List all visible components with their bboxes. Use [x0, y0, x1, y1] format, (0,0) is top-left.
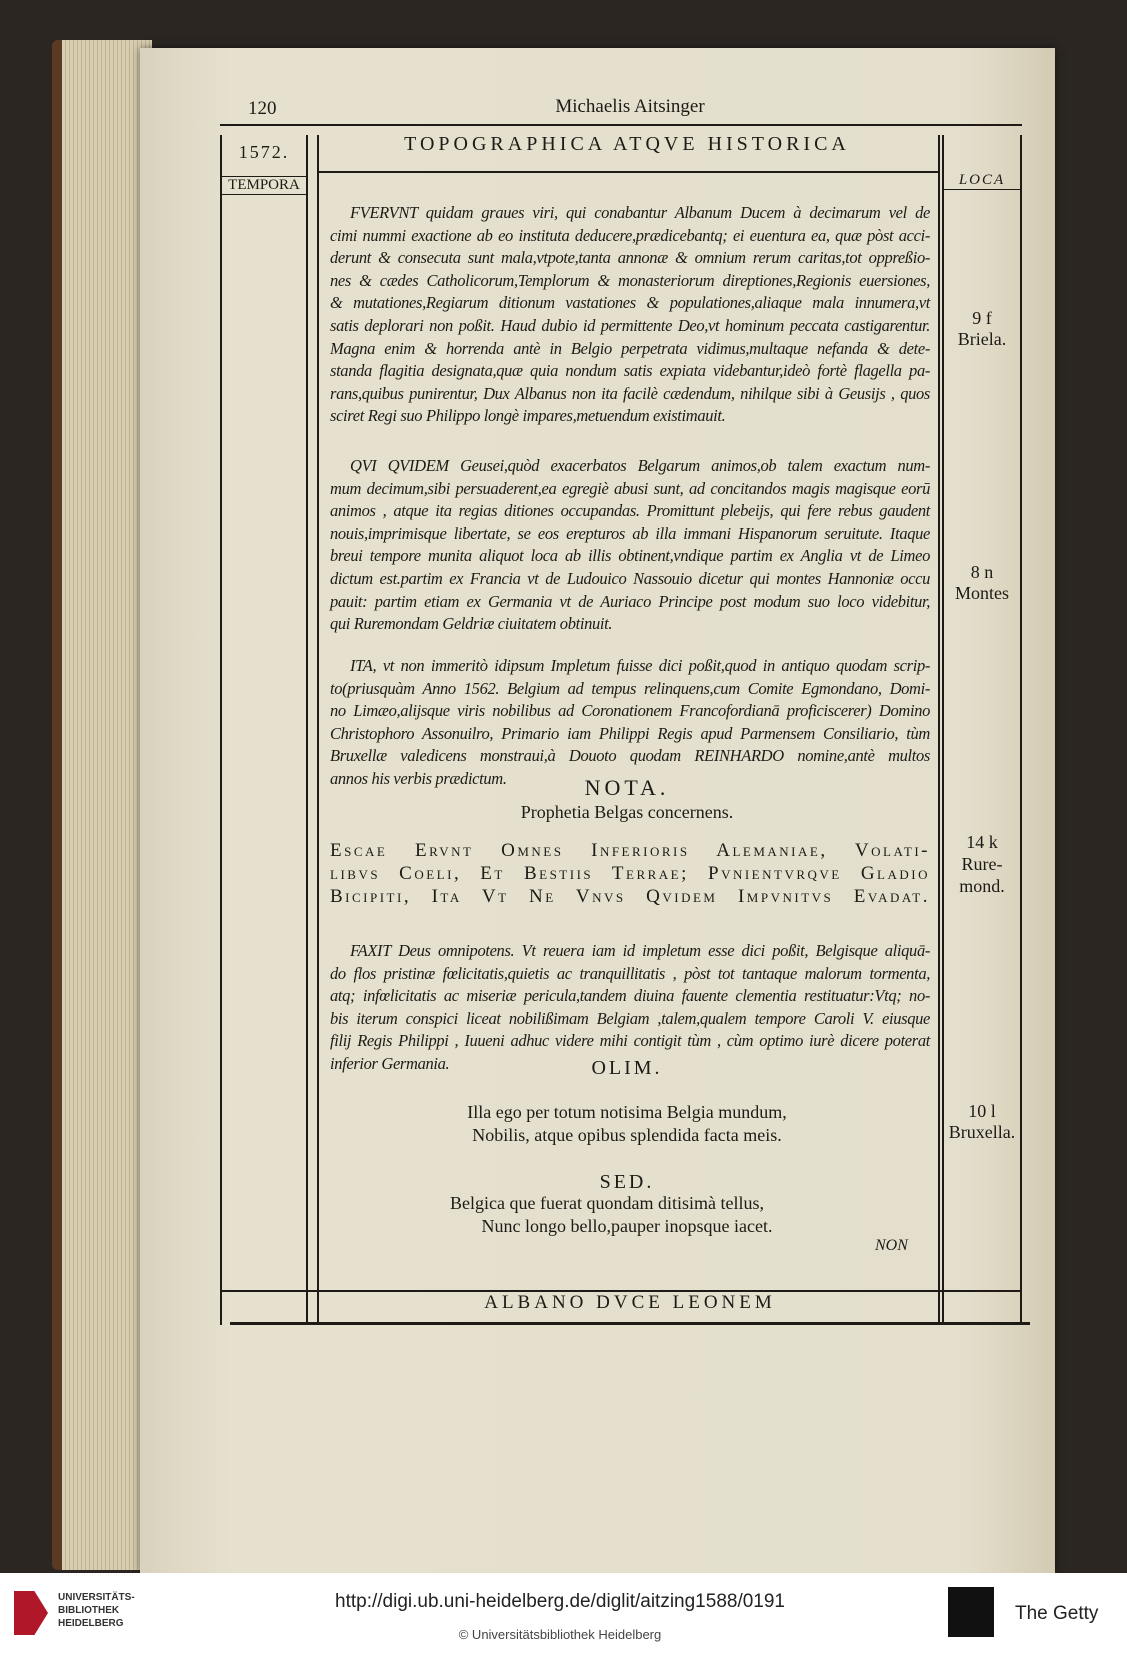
- verse-line: Belgica que fuerat quondam ditisimà tellus,: [450, 1193, 764, 1213]
- olim-heading: OLIM.: [591, 1057, 663, 1079]
- text-line: qui Ruremondam Geldriæ ciuitatem obtinuit.: [330, 614, 613, 634]
- text-line: mum decimum,sibi persuaderent,ea egregiè abusi sunt, ad concitandos magis magisque eorū: [330, 478, 930, 498]
- text-line: atq; infœlicitatis ac miseriæ pericula,tandem diuina fauente clementia restituatur:Vtq; no-: [330, 986, 930, 1006]
- verse-line: Nobilis, atque opibus splendida facta meis.: [472, 1125, 782, 1145]
- getty-logo: The Getty: [1015, 1603, 1099, 1624]
- catchword: NON: [875, 1237, 908, 1254]
- text-line: Bruxellæ valedicens monstraui,à Douoto quodam REINHARDO nomine,antè multos: [330, 746, 930, 766]
- text-line: ITA, vt non immeritò idipsum Impletum fuisse dici poßit,quod in antiquo quodam scrip-: [350, 656, 930, 675]
- text-line: pauit: partim etiam ex Germania vt de Auriaco Principe post modum suo loco videbitur,: [330, 591, 930, 611]
- text-line: cimi nummi exactione ab eo instituta deducere,prædicebantq; ei euentura ea, quæ pòst acci-: [330, 225, 930, 245]
- copyright: © Universitätsbibliothek Heidelberg: [458, 1627, 662, 1642]
- text-line: sciret Regi suo Philippo longè impares,metuendum existimauit.: [330, 406, 726, 426]
- nota-subtitle: Prophetia Belgas concernens.: [520, 802, 734, 822]
- nota-heading: NOTA.: [584, 775, 670, 800]
- library-logo: UNIVERSITÄTS- BIBLIOTHEK HEIDELBERG: [58, 1592, 135, 1629]
- margin-note: 8 n Montes: [955, 562, 1009, 603]
- page-number: 120: [248, 98, 277, 119]
- permalink[interactable]: http://digi.ub.uni-heidelberg.de/diglit/aitzing1588/0191: [335, 1591, 785, 1612]
- book-page-edges: [52, 40, 152, 1570]
- text-line: inferior Germania.: [330, 1054, 450, 1073]
- sed-heading: SED.: [599, 1171, 655, 1193]
- text-line: FAXIT Deus omnipotens. Vt reuera iam id impletum esse dici poßit, Belgisque aliquā-: [350, 941, 930, 960]
- prophecy-line: Escae Ervnt Omnes Inferioris Alemaniae, Volati-: [330, 840, 930, 861]
- verse-line: Nunc longo bello,pauper inopsque iacet.: [481, 1216, 773, 1236]
- text-line: annos his verbis prædictum.: [330, 769, 507, 788]
- text-line: nouis,imprimisque libertate, se eos erepturos ab illa immani Hispanorum seruitute. Itaque: [330, 523, 930, 543]
- loca-label: LOCA: [944, 172, 1020, 190]
- frame-left: [220, 135, 222, 1325]
- margin-note: 10 l Bruxella.: [948, 1101, 1016, 1142]
- text-line: breui tempore munita aliquot loca ab illis obtinent,vndique partim ex Anglia vt de Limeo: [330, 546, 930, 566]
- text-line: standa flagitia designata,quæ quia nondum satis expiata videbantur,ideò fortè flagella pa-: [330, 361, 930, 381]
- prophecy-line: Bicipiti, Ita Vt Ne Vnvs Qvidem Impvnitvs Evadat.: [330, 886, 930, 907]
- prophecy-line: libvs Coeli, Et Bestiis Terrae; Pvnientvrqve Gladio: [330, 863, 930, 884]
- text-line: do flos pristinæ fœlicitatis,quietis ac tranquillitatis , pòst tot tantaque malorum tormenta,: [330, 963, 930, 983]
- section-title: TOPOGRAPHICA ATQVE HISTORICA: [404, 133, 850, 155]
- text-line: QVI QVIDEM Geusei,quòd exacerbatos Belgarum animos,ob talem exactum num-: [350, 456, 930, 475]
- margin-note: 14 k Rure- mond.: [959, 832, 1005, 896]
- bottom-line: ALBANO DVCE LEONEM: [484, 1292, 776, 1313]
- year: 1572.: [238, 142, 290, 162]
- text-line: no Limæo,alijsque viris nobilibus ad Coronationem Francofordianā proficiscerer) Domino: [330, 701, 930, 721]
- text-line: animos , atque ita regias ditiones occupandas. Promittunt plebeijs, qui fere rebus gaudent: [330, 501, 930, 521]
- site-footer: [0, 1573, 1127, 1656]
- text-line: filij Regis Philippi , Iuueni adhuc videre mihi contigit tùm , cùm optimo iurè dicere poterat: [330, 1031, 930, 1051]
- text-line: FVERVNT quidam graues viri, qui conabantur Albanum Ducem à decimarum vel de: [350, 203, 930, 222]
- text-line: Christophoro Assonuilro, Primario iam Philippi Regis apud Parmensem Consiliario, tùm: [330, 723, 930, 743]
- text-line: & mutationes,Regiarum ditionum vastationes & populationes,aliaque mala innumera,vt: [330, 293, 930, 313]
- text-line: rans,quibus punirentur, Dux Albanus non ita facilè cædendum, nihilque sibi à Geusijs , quos: [330, 383, 930, 403]
- getty-logo-icon: [948, 1587, 994, 1637]
- library-logo-icon: [14, 1591, 48, 1635]
- text-line: nes & cædes Catholicorum,Templorum & monasteriorum direptiones,Regionis euersiones,: [330, 270, 930, 290]
- tempora-label: TEMPORA: [222, 176, 306, 195]
- running-head: Michaelis Aitsinger: [555, 96, 705, 117]
- text-line: dictum est.partim ex Francia vt de Ludouico Nassouio dicetur qui montes Hannoniæ occu: [330, 569, 930, 588]
- verse-line: Illa ego per totum notisima Belgia mundum,: [467, 1102, 787, 1122]
- text-line: derunt & consecuta sunt mala,vtpote,tanta annonæ & omnium rerum caritas,tot oppreßio-: [330, 248, 930, 268]
- text-line: to(priusquàm Anno 1562. Belgium ad tempus relinquens,cum Comite Egmondano, Domi-: [330, 678, 930, 698]
- text-line: satis deplorari non poßit. Haud dubio id permittente Deo,vt hominum peccata castigarentur.: [330, 316, 930, 335]
- text-line: Magna enim & horrenda antè in Belgio perpetrata vidimus,multaque nefanda & dete-: [330, 338, 930, 358]
- margin-note: 9 f Briela.: [957, 308, 1007, 349]
- text-line: bis iterum conspici liceat nobilißimam Belgiam ,talem,qualem tempore Caroli V. eiusque: [330, 1008, 930, 1028]
